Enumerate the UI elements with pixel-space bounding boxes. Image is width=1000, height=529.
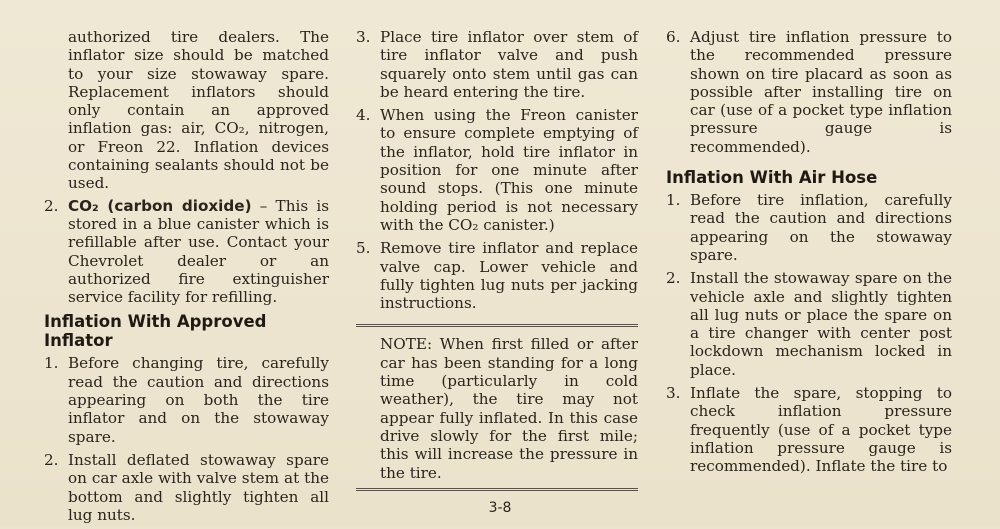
item-number: 4.: [356, 106, 371, 125]
list-item: [44, 354, 329, 445]
note-text: NOTE: When first filled or after car has been standing for a long time (particularly in cold weather), the tire may not appear fully inflated. In this case drive slowly for the first mile; this will increase the pressure in the tire.: [380, 335, 638, 482]
item-number: 2.: [44, 196, 59, 215]
item-text: Before changing tire, carefully read the caution and directions appearing on both the tire inflator and on the stowaway spare.: [68, 354, 329, 446]
item-text: Place tire inflator over stem of tire inflator valve and push squarely onto stem until gas can be heard entering the tire.: [380, 28, 638, 101]
section-heading-approved-inflator: Inflation With Approved Inflator: [44, 312, 267, 351]
section-heading-air-hose: Inflation With Air Hose: [666, 168, 878, 188]
item-number: 3.: [356, 28, 371, 46]
item-number: 6.: [666, 28, 681, 46]
item-text: Adjust tire inflation pressure to the recommended pressure shown on tire placard as soon as possible after installing tire on car (use of a pocket type inflation pressure gauge is recommended).: [690, 28, 952, 156]
co2-label: CO₂ (carbon dioxide): [68, 196, 252, 215]
intro-paragraph: authorized tire dealers. The inflator size should be matched to your size stowaway spare. Replacement inflators should only contain an approved inflation gas: air, CO₂, nitrogen, or Freon 22. Inflation devices containing sealants should not be used.: [68, 28, 329, 193]
list-item: [356, 239, 638, 312]
item-number: 2.: [44, 450, 59, 469]
item-text: Before tire inflation, carefully read the caution and directions appearing on the stowaway spare.: [690, 191, 952, 264]
item-text: Install deflated stowaway spare on car axle with valve stem at the bottom and slightly tighten all lug nuts.: [68, 450, 329, 524]
column-right: [666, 28, 952, 481]
item-number: 1.: [44, 354, 59, 373]
item-number: 1.: [666, 191, 681, 210]
list-item: [356, 28, 638, 101]
item-text: When using the Freon canister to ensure complete emptying of the inflator, hold tire inflator in position for one minute after sound stops. (This one minute holding period is not necessary with the CO₂ canister.): [380, 106, 638, 234]
list-item: [666, 28, 952, 156]
list-item: [666, 269, 952, 379]
item-text: Inflate the spare, stopping to check inflation pressure frequently (use of a pocket type inflation pressure gauge is recommended). Inflate the tire to: [690, 384, 952, 476]
item-number: 3.: [666, 384, 681, 403]
co2-text: – This is stored in a blue canister which is refillable after use. Contact your Chevrolet dealer or an authorized fire extinguisher service facility for refilling.: [68, 196, 329, 307]
note-box: [356, 324, 638, 490]
item-text: Install the stowaway spare on the vehicle axle and slightly tighten all lug nuts or place the spare on a tire changer with center post lockdown mechanism locked in place.: [690, 269, 952, 379]
item-number: 5.: [356, 239, 371, 258]
item-number: 2.: [666, 269, 681, 288]
list-item-co2: [44, 197, 329, 307]
list-item: [666, 191, 952, 264]
column-middle: [356, 28, 638, 491]
column-left: [44, 28, 329, 529]
list-item: [356, 106, 638, 234]
item-text: Remove tire inflator and replace valve cap. Lower vehicle and fully tighten lug nuts per jacking instructions.: [380, 239, 638, 313]
list-item: [666, 384, 952, 475]
page-number: 3-8: [488, 500, 512, 516]
